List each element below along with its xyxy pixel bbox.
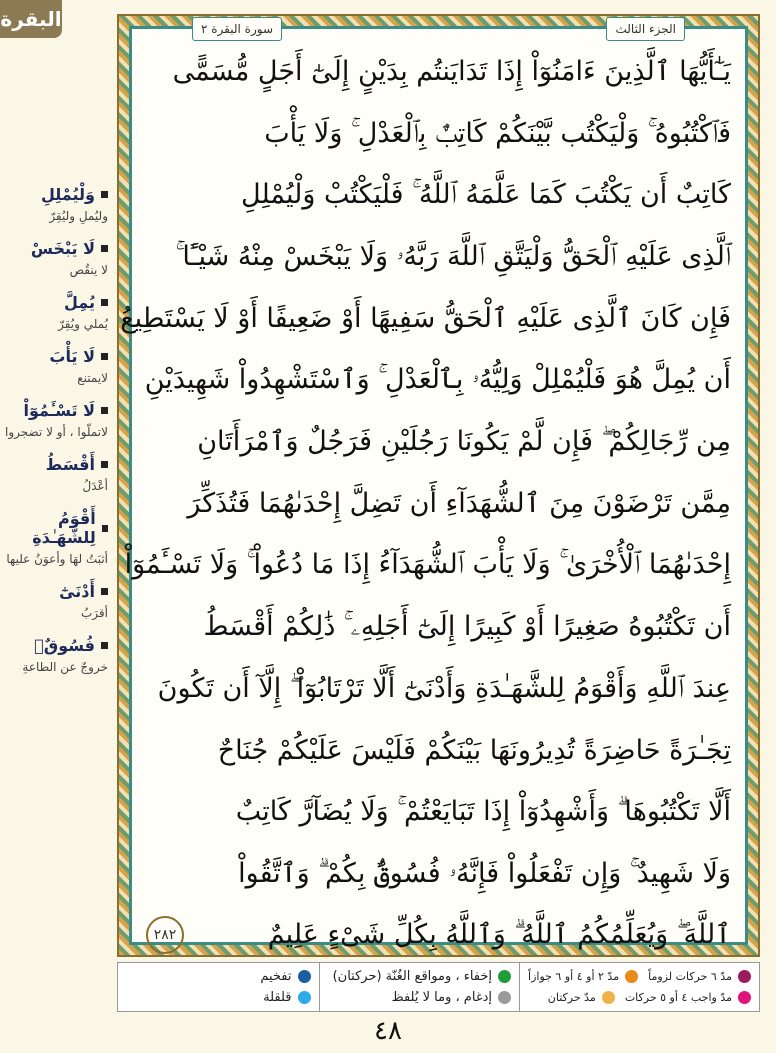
legend-item: مدّ ٦ حركات لزوماً مدّ ٢ أو ٤ أو ٦ جوازاً <box>528 970 751 983</box>
bullet-icon <box>101 353 108 360</box>
gloss-entry <box>0 636 114 676</box>
surah-label: سورة البقرة ٢ <box>192 17 282 41</box>
color-dot-icon <box>498 970 511 983</box>
legend-column <box>319 963 520 1011</box>
legend-item: إدغام ، وما لا يُلفظ <box>328 990 512 1005</box>
verse-line: تِجَـٰرَةً حَاضِرَةً تُدِيرُونَهَا بَيْنَكُمْ فَلَيْسَ عَلَيْكُمْ جُنَاحٌ <box>217 734 731 766</box>
gloss-entry <box>0 455 114 495</box>
bullet-icon <box>101 461 108 468</box>
gloss-entry <box>0 582 114 622</box>
gloss-meaning: خروجٌ عن الطاعةِ <box>22 660 108 674</box>
verse-line: يَـٰٓأَيُّهَا ٱلَّذِينَ ءَامَنُوٓاْ إِذَا تَدَايَنتُم بِدَيْنٍ إِلَىٰٓ أَجَلٍ مُّسَمًّى <box>172 56 731 88</box>
verse-line: إِحْدَىٰهُمَا ٱلْأُخْرَىٰ ۚ وَلَا يَأْبَ ٱلشُّهَدَآءُ إِذَا مَا دُعُواْ ۚ وَلَا تَسْـَٔمُوٓاْ <box>124 549 731 581</box>
verse-line: ٱلَّذِى عَلَيْهِ ٱلْحَقُّ وَلْيَتَّقِ ٱللَّهَ رَبَّهُۥ وَلَا يَبْخَسْ مِنْهُ شَيْـًٔا ۚ <box>175 240 731 272</box>
verse-line: أَن تَكْتُبُوهُ صَغِيرًا أَوْ كَبِيرًا إِلَىٰٓ أَجَلِهِۦ ۚ ذَٰلِكُمْ أَقْسَطُ <box>203 611 731 643</box>
legend-item: مدّ واجب ٤ أو ٥ حركات مدّ حركتان <box>528 991 751 1004</box>
gloss-entry <box>0 347 114 387</box>
color-dot-icon <box>625 970 638 983</box>
gloss-word: لَا تَسْـَٔمُوٓاْ <box>23 401 95 420</box>
verse-line-final <box>146 905 731 967</box>
gloss-entry <box>0 239 114 279</box>
gloss-word: فُسُوقٌۢ <box>34 636 95 655</box>
gloss-word: لَا يَأْبَ <box>49 347 95 366</box>
ayah-end-marker: ٢٨٢ <box>146 916 184 954</box>
legend-item: قلقلة <box>126 990 311 1005</box>
gloss-meaning: لايمتنع <box>77 371 108 385</box>
gloss-meaning: وليُملِ وليُقِرّ <box>49 209 108 223</box>
verse-line: مِمَّن تَرْضَوْنَ مِنَ ٱلشُّهَدَآءِ أَن تَضِلَّ إِحْدَىٰهُمَا فَتُذَكِّرَ <box>187 488 731 520</box>
legend-label: مدّ حركتان <box>547 991 596 1004</box>
verse-line: عِندَ ٱللَّهِ وَأَقْوَمُ لِلشَّهَـٰدَةِ وَأَدْنَىٰٓ أَلَّا تَرْتَابُوٓاْ ۖ إِلَّآ أَن تَكُونَ <box>157 672 731 704</box>
legend-column <box>118 963 319 1011</box>
gloss-meaning: أثبَتُ لهَا وأعوَنُ عليها <box>6 552 108 566</box>
gloss-entry <box>0 185 114 225</box>
verse-line-text: ٱللَّهَ ۖ وَيُعَلِّمُكُمُ ٱللَّهُ ۗ وَٱللَّهُ بِكُلِّ شَىْءٍ عَلِيمٌ <box>267 919 731 951</box>
bullet-icon <box>101 191 108 198</box>
color-dot-icon <box>498 991 511 1004</box>
bullet-icon <box>102 525 108 532</box>
verse-line: أَلَّا تَكْتُبُوهَا ۗ وَأَشْهِدُوٓاْ إِذَا تَبَايَعْتُمْ ۚ وَلَا يُضَآرَّ كَاتِبٌ <box>235 796 731 828</box>
legend-item: تفخيم <box>126 969 311 984</box>
bullet-icon <box>101 407 108 414</box>
verse-text <box>120 41 731 966</box>
bullet-icon <box>101 588 108 595</box>
gloss-word: أَقْوَمُ لِلشَّهَـٰدَةِ <box>32 509 96 547</box>
legend-item: إخفاء ، ومواقع الغُنّة (حركتان) <box>328 969 512 984</box>
gloss-word: يُمِلَّ <box>63 293 95 312</box>
surah-name-tab: البقرة <box>0 0 62 38</box>
page-number: ٤٨ <box>374 1016 402 1046</box>
verse-line: أَن يُمِلَّ هُوَ فَلْيُمْلِلْ وَلِيُّهُۥ بِٱلْعَدْلِ ۚ وَٱسْتَشْهِدُواْ شَهِيدَيْنِ <box>144 364 731 396</box>
verse-line: كَاتِبٌ أَن يَكْتُبَ كَمَا عَلَّمَهُ ٱللَّهُ ۚ فَلْيَكْتُبْ وَلْيُمْلِلِ <box>241 179 731 211</box>
gloss-word: أَقْسَطُ <box>45 455 95 474</box>
gloss-word: وَلْيُمْلِلِ <box>40 185 95 204</box>
gloss-word: أَدْنَىٰٓ <box>59 582 95 601</box>
color-dot-icon <box>298 991 311 1004</box>
color-dot-icon <box>738 991 751 1004</box>
gloss-meaning: أعْدَلُ <box>82 479 108 493</box>
gloss-meaning: لاتملّوا ، أو لا تضجروا <box>5 425 108 439</box>
juz-label: الجزء الثالث <box>606 17 685 41</box>
tajweed-color-legend <box>117 962 760 1012</box>
bullet-icon <box>101 299 108 306</box>
color-dot-icon <box>602 991 615 1004</box>
bullet-icon <box>101 245 108 252</box>
color-dot-icon <box>738 970 751 983</box>
gloss-entry <box>0 509 114 568</box>
gloss-entry <box>0 293 114 333</box>
gloss-word: لَا يَبْخَسْ <box>30 239 95 258</box>
gloss-meaning: أقرَبُ <box>81 606 108 620</box>
word-glossary-sidebar <box>0 185 114 690</box>
legend-label: مدّ ٢ أو ٤ أو ٦ جوازاً <box>528 970 620 983</box>
verse-line: مِن رِّجَالِكُمْ ۖ فَإِن لَّمْ يَكُونَا رَجُلَيْنِ فَرَجُلٌ وَٱمْرَأَتَانِ <box>197 425 731 457</box>
verse-line: فَٱكْتُبُوهُ ۚ وَلْيَكْتُب بَّيْنَكُمْ كَاتِبٌۢ بِٱلْعَدْلِ ۚ وَلَا يَأْبَ <box>264 117 731 149</box>
color-dot-icon <box>298 970 311 983</box>
bullet-icon <box>101 642 108 649</box>
verse-line: وَلَا شَهِيدٌ ۚ وَإِن تَفْعَلُواْ فَإِنَّهُۥ فُسُوقٌۢ بِكُمْ ۗ وَٱتَّقُواْ <box>238 857 731 889</box>
gloss-entry <box>0 401 114 441</box>
verse-line: فَإِن كَانَ ٱلَّذِى عَلَيْهِ ٱلْحَقُّ سَفِيهًا أَوْ ضَعِيفًا أَوْ لَا يَسْتَطِيعُ <box>120 303 731 335</box>
gloss-meaning: لا ينقُص <box>69 263 108 277</box>
gloss-meaning: يُملي ويُقِرّ <box>58 317 108 331</box>
text-panel <box>120 22 748 951</box>
page-frame <box>117 14 760 957</box>
legend-column <box>519 963 759 1011</box>
